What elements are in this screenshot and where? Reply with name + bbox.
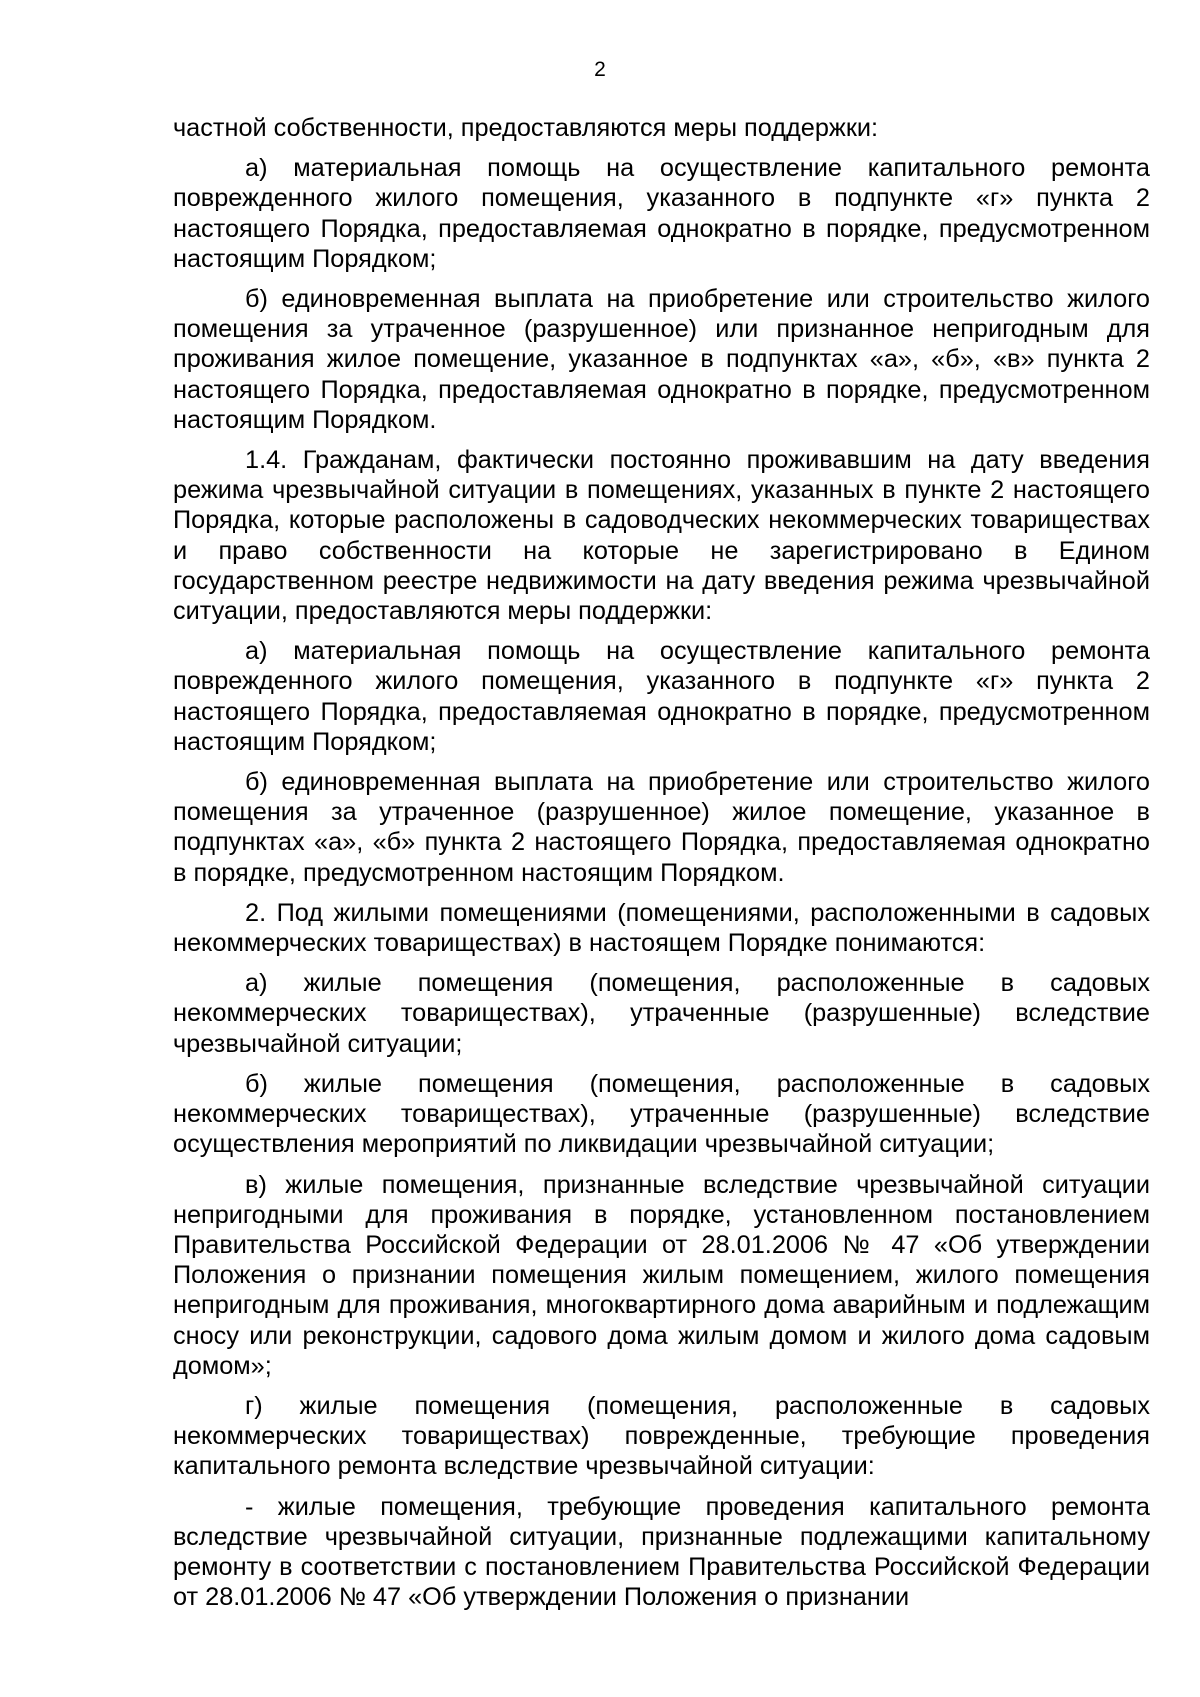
paragraph-2-g-item: - жилые помещения, требующие проведения капитального ремонта вследствие чрезвычайной ситуации, признанные подлежащими капитальному ремонту в соответствии с постановлением Правительства Российской Федерации от 28.01.2006 № 47 «Об утверждении Положения о признании bbox=[173, 1492, 1150, 1612]
paragraph-continuation: частной собственности, предоставляются меры поддержки: bbox=[173, 114, 879, 142]
paragraph-1-4-a: а) материальная помощь на осуществление капитального ремонта поврежденного жилого помещения, указанного в подпункте «г» пункта 2 настоящего Порядка, предоставляемая однократно в порядке, предусмотренном настоящим Порядком; bbox=[173, 637, 1150, 756]
paragraph-1-4-b: б) единовременная выплата на приобретение или строительство жилого помещения за утраченное (разрушенное) жилое помещение, указанное в подпунктах «а», «б» пункта 2 настоящего Порядка, предоставляемая однократно в порядке, предусмотренном настоящим Порядком. bbox=[173, 768, 1150, 887]
paragraph-2-v: в) жилые помещения, признанные вследствие чрезвычайной ситуации непригодными для проживания в порядке, установленном постановлением Правительства Российской Федерации от 28.01.2006 № 47 «Об утверждении Положения о признании помещения жилым помещением, жилого помещения непригодным для проживания, многоквартирного дома аварийным и подлежащим сносу или реконструкции, садового дома жилым домом и жилого дома садовым домом»; bbox=[173, 1170, 1150, 1380]
document-body bbox=[173, 113, 1150, 1622]
paragraph-1-3-a: а) материальная помощь на осуществление капитального ремонта поврежденного жилого помещения, указанного в подпункте «г» пункта 2 настоящего Порядка, предоставляемая однократно в порядке, предусмотренном настоящим Порядком; bbox=[173, 154, 1150, 273]
paragraph-1-3-b: б) единовременная выплата на приобретение или строительство жилого помещения за утраченное (разрушенное) или признанное непригодным для проживания жилое помещение, указанное в подпунктах «а», «б», «в» пункта 2 настоящего Порядка, предоставляемая однократно в порядке, предусмотренном настоящим Порядком. bbox=[173, 285, 1150, 434]
paragraph-2-b: б) жилые помещения (помещения, расположенные в садовых некоммерческих товариществах), утраченные (разрушенные) вследствие осуществления мероприятий по ликвидации чрезвычайной ситуации; bbox=[173, 1069, 1150, 1159]
paragraph-1-4: 1.4. Гражданам, фактически постоянно проживавшим на дату введения режима чрезвычайной ситуации в помещениях, указанных в пункте 2 настоящего Порядка, которые расположены в садоводческих некоммерческих товариществах и право собственности на которые не зарегистрировано в Едином государственном реестре недвижимости на дату введения режима чрезвычайной ситуации, предоставляются меры поддержки: bbox=[173, 446, 1150, 626]
paragraph-2-a: а) жилые помещения (помещения, расположенные в садовых некоммерческих товариществах), утраченные (разрушенные) вследствие чрезвычайной ситуации; bbox=[173, 969, 1150, 1058]
page-number: 2 bbox=[594, 58, 606, 81]
paragraph-2: 2. Под жилыми помещениями (помещениями, расположенными в садовых некоммерческих товариществах) в настоящем Порядке понимаются: bbox=[173, 898, 1150, 958]
paragraph-2-g: г) жилые помещения (помещения, расположенные в садовых некоммерческих товариществах) поврежденные, требующие проведения капитального ремонта вследствие чрезвычайной ситуации: bbox=[173, 1391, 1150, 1481]
